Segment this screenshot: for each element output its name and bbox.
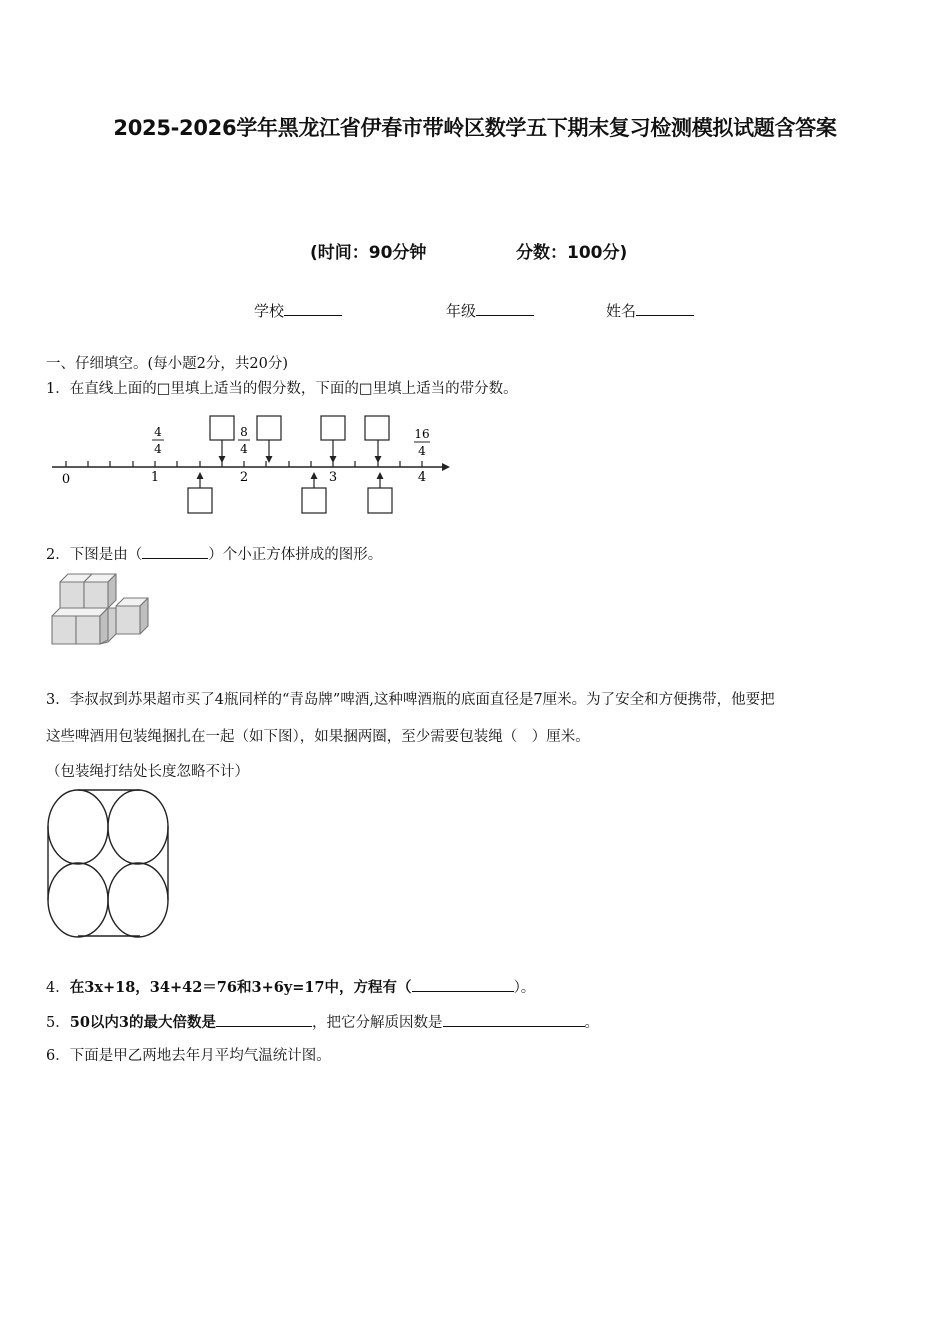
question-6 [46,1044,331,1065]
answer-blank[interactable] [412,977,514,992]
school-field[interactable] [254,300,342,321]
down-arrow [219,456,226,463]
question-text: 。 [584,1015,600,1031]
tick-label-0: 0 [61,472,71,487]
cubes-figure [46,570,160,650]
question-number: 2． [46,547,70,563]
fraction-numerator: 16 [414,427,430,441]
section-heading: 一、仔细填空。(每小题2分，共20分) [46,356,288,372]
question-text: ，把它分解质因数是 [312,1015,443,1031]
question-text: 下面是甲乙两地去年月平均气温统计图。 [69,1048,331,1064]
bottle-circle [108,863,168,937]
grade-label: 年级 [446,302,477,320]
number-line-figure [44,408,454,520]
tick-label-4: 4 [417,470,427,485]
question-3-note: （包装绳打结处长度忽略不计） [46,764,249,780]
school-label: 学校 [254,302,285,320]
answer-box-upper[interactable] [321,416,345,440]
up-arrow [377,472,384,479]
question-number: 6． [46,1048,70,1064]
school-blank[interactable] [284,301,342,316]
tick-label-1: 1 [150,470,160,485]
fraction-denominator: 4 [418,444,426,458]
grade-blank[interactable] [476,301,534,316]
answer-box-lower[interactable] [368,488,392,513]
question-text: ）。 [513,980,536,996]
up-arrow [197,472,204,479]
answer-box-lower[interactable] [302,488,326,513]
bottle-circle [48,863,108,937]
name-blank[interactable] [636,301,694,316]
bottle-circle [48,790,108,864]
question-number: 4． [46,980,70,996]
page-title: 2025-2026学年黑龙江省伊春市带岭区数学五下期末复习检测模拟试题含答案 [113,116,837,140]
question-2 [46,543,382,564]
question-number: 3． [46,692,70,708]
bottle-circle [108,790,168,864]
tick-label-3: 3 [328,470,338,485]
question-3-line-2: 这些啤酒用包装绳捆扎在一起（如下图），如果捆两圈，至少需要包装绳（ ）厘米。 [46,729,590,745]
question-1 [46,377,518,398]
question-5 [46,1011,599,1032]
up-arrow [311,472,318,479]
answer-box-upper[interactable] [365,416,389,440]
time-label: (时间：90分钟 [310,243,427,263]
axis-ticks [66,461,422,467]
fraction-numerator: 8 [240,425,248,439]
question-number: 5． [46,1015,70,1031]
question-text: ）个小正方体拼成的图形。 [208,547,383,563]
answer-box-upper[interactable] [210,416,234,440]
name-label: 姓名 [606,302,637,320]
down-arrow [330,456,337,463]
fraction-denominator: 4 [154,442,162,456]
answer-blank[interactable] [216,1012,312,1027]
question-text: 在3x+18，34+42＝76和3+6y=17中，方程有（ [69,979,412,996]
grade-field[interactable] [446,300,534,321]
question-text: 在直线上面的□里填上适当的假分数，下面的□里填上适当的带分数。 [69,381,518,397]
bottles-figure [44,786,174,942]
question-text: 下图是由（ [69,547,143,563]
fraction-denominator: 4 [240,442,248,456]
down-arrow [375,456,382,463]
answer-box-upper[interactable] [257,416,281,440]
question-4 [46,976,535,997]
answer-box-lower[interactable] [188,488,212,513]
axis-arrow [442,463,450,471]
answer-blank[interactable] [142,544,208,559]
question-text: 50以内3的最大倍数是 [69,1014,217,1031]
score-label: 分数：100分) [516,243,628,263]
answer-blank[interactable] [443,1012,585,1027]
tick-label-2: 2 [239,470,249,485]
question-3-line-1 [46,688,775,709]
fraction-numerator: 4 [154,425,162,439]
name-field[interactable] [606,300,694,321]
question-number: 1． [46,381,70,397]
question-text: 李叔叔到苏果超市买了4瓶同样的“青岛牌”啤酒,这种啤酒瓶的底面直径是7厘米。为了安全和方便携带，他要把 [69,692,775,708]
